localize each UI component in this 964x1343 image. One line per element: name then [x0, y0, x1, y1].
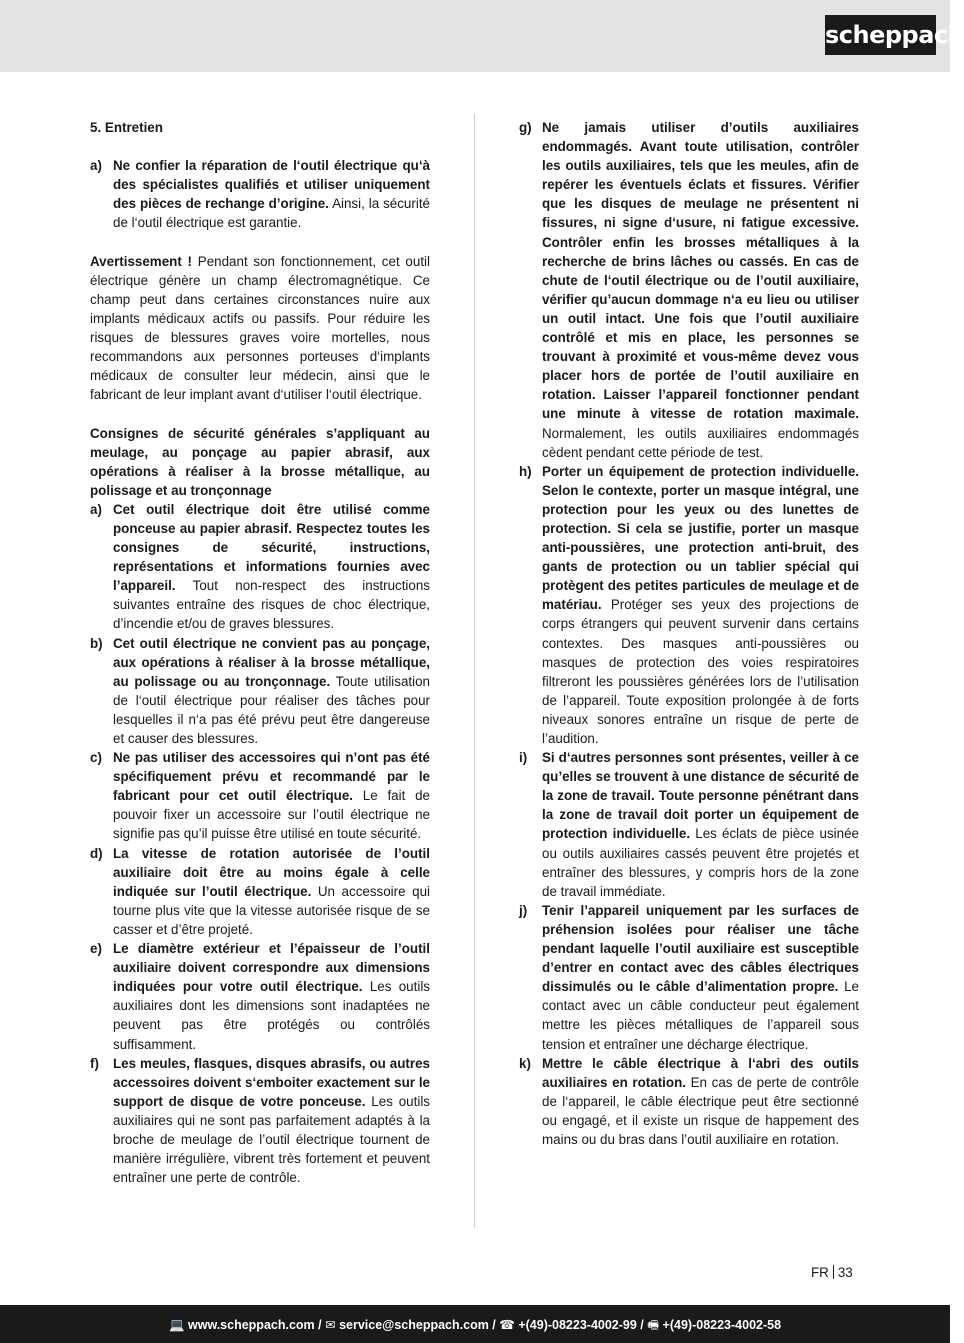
- brand-logo: scheppach: [825, 15, 936, 55]
- item-bold-text: Ne jamais utiliser d’outils auxiliaires endommagés. Avant toute utilisation, contrôler les outils auxiliaires, tels que les meules, afin de repérer les éventuels éclats et fissures. Vérifier que les disques de meulage ne présentent ni fissures, ni signe d‘usure, ni fatigue excessive. Contrôler enfin les brosses métalliques à la recherche de brins lâches ou cassés. En cas de chute de l‘outil électrique ou de l’outil auxiliaire, vérifier qu’aucun dommage n‘a eu lieu ou utiliser un outil intact. Une fois que l’outil auxiliaire contrôlé et mis en place, les personnes se trouvant à proximité et vous-même devez vous placer hors de portée de l’outil auxiliaire en rotation. Laisser l’appareil fonctionner pendant une minute à vitesse de rotation maximale.: [542, 120, 859, 422]
- item-text: Toute utilisation de l‘outil électrique pour réaliser des tâches pour lesquelles il n‘a pas été prévu peut être dangereuse et causer des blessures.: [113, 673, 430, 746]
- item-label: i): [519, 750, 528, 766]
- item-text: Tout non-respect des instructions suivantes entraîne des risques de choc électrique, d’incendie et/ou de graves blessures.: [113, 578, 430, 632]
- list-item: [519, 462, 859, 748]
- footer-email[interactable]: service@scheppach.com /: [339, 1318, 496, 1332]
- item-bold-text: Cet outil électrique ne convient pas au ponçage, aux opérations à réaliser à la brosse métallique, au polissage ou au tronçonnage.: [113, 635, 430, 689]
- page-number: [811, 1265, 853, 1280]
- footer-phone: +(49)-08223-4002-99 /: [518, 1318, 644, 1332]
- item-label: a): [90, 158, 102, 174]
- item-label: k): [519, 1055, 531, 1071]
- warning-text: Pendant son fonctionnement, cet outil électrique génère un champ électromagnétique. Ce champ peut dans certaines circonstances nuire aux implants médicaux actifs ou passifs. Pour réduire les risques de blessures graves voire mortelles, nous recommandons aux personnes porteuses d‘implants médicaux de consulter leur médecin, ainsi que le fabricant de leur implant avant d‘utiliser l‘outil électrique.: [90, 253, 430, 403]
- phone-icon: ☎: [499, 1318, 515, 1332]
- item-text: Ainsi, la sécurité de l‘outil électrique est garantie.: [113, 196, 430, 231]
- item-label: g): [519, 120, 532, 135]
- item-label: e): [90, 941, 102, 957]
- page-header: [0, 0, 964, 72]
- list-item: [90, 1054, 430, 1188]
- item-bold-text: La vitesse de rotation autorisée de l’outil auxiliaire doit être au moins égale à celle indiquée sur l’outil électrique.: [113, 845, 430, 899]
- left-column: [90, 118, 430, 1187]
- right-column: [519, 118, 859, 1149]
- footer-fax: +(49)-08223-4002-58: [662, 1318, 782, 1332]
- item-text: Le contact avec un câble conducteur peut également mettre les pièces métalliques de l’appareil sous tension et entraîner une décharge électrique.: [542, 979, 859, 1052]
- item-bold-text: Porter un équipement de protection individuelle. Selon le contexte, porter un masque intégral, une protection pour les yeux ou des lunettes de protection. Si cela se justifie, porter un masque anti-poussières, une protection anti-bruit, des gants de protection ou un tablier spécial qui protègent des petites particules de meulage et de matériau.: [542, 463, 859, 613]
- list-item: [90, 156, 430, 232]
- item-label: c): [90, 750, 102, 766]
- item-bold-text: Ne confier la réparation de l‘outil électrique qu‘à des spécialistes qualifiés et utiliser uniquement des pièces de rechange d’origine.: [113, 158, 430, 212]
- item-label: a): [90, 501, 102, 517]
- list-item: [519, 118, 859, 462]
- item-text: Protéger ses yeux des projections de corps étrangers qui peuvent survenir dans certains contextes. Des masques anti-poussières ou masques de protection des voies respiratoires filtreront les poussières générées lors de l’utilisation de l’appareil. Toute exposition prolongée à de forts niveaux sonores entraîne un risque de perte de l’audition.: [542, 597, 859, 746]
- column-divider: [474, 114, 475, 1228]
- item-bold-text: Si d‘autres personnes sont présentes, veiller à ce qu’elles se trouvent à une distance de sécurité de la zone de travail. Toute personne pénétrant dans la zone de travail doit porter un équipement de protection individuelle.: [542, 750, 859, 842]
- page-footer: [0, 1305, 950, 1343]
- item-text: Un accessoire qui tourne plus vite que la vitesse autorisée risque de se casser et d’être projeté.: [113, 883, 431, 937]
- list-item: [519, 748, 859, 901]
- page-language: FR: [811, 1265, 829, 1280]
- page-number-separator: [833, 1265, 834, 1279]
- item-text: Les éclats de pièce usinée ou outils auxiliaires cassés peuvent être projetés et entraîner des blessures, y compris hors de la zone de travail immédiate.: [542, 826, 859, 899]
- list-item: [90, 939, 430, 1054]
- item-bold-text: Cet outil électrique doit être utilisé comme ponceuse au papier abrasif. Respectez toutes les consignes de sécurité, instructions, représentations et informations fournies avec l’appareil.: [113, 501, 430, 594]
- item-label: d): [90, 845, 103, 861]
- item-text: Les outils auxiliaires qui ne sont pas parfaitement adaptés à la broche de meulage de l’outil électrique tournent de manière irrégulière, vibrent très fortement et peuvent entraîner une perte de contrôle.: [113, 1093, 430, 1186]
- item-bold-text: Tenir l’appareil uniquement par les surfaces de préhension isolées pour réaliser une tâche pendant laquelle l’outil auxiliaire est susceptible d’entrer en contact avec des câbles électriques dissimulés ou le câble d’alimentation propre.: [542, 902, 859, 995]
- item-bold-text: Les meules, flasques, disques abrasifs, ou autres accessoires doivent s‘emboiter exactement sur le support de disque de votre ponceuse.: [113, 1055, 430, 1109]
- item-text: Les outils auxiliaires dont les dimensions sont inadaptées ne peuvent pas être protégés ou contrôlés suffisamment.: [113, 979, 430, 1052]
- item-text: En cas de perte de contrôle de l‘appareil, le câble électrique peut être sectionné ou engagé, et il existe un risque de happement des mains ou du bras dans l’outil auxiliaire en rotation.: [542, 1074, 859, 1147]
- item-bold-text: Le diamètre extérieur et l’épaisseur de l’outil auxiliaire doivent correspondre aux dimensions indiquées pour votre outil électrique.: [113, 941, 430, 995]
- item-label: b): [90, 635, 103, 651]
- item-label: j): [519, 902, 528, 918]
- item-label: f): [90, 1055, 99, 1071]
- laptop-icon: 💻: [168, 1318, 185, 1332]
- warning-paragraph: [90, 252, 430, 405]
- fax-icon: 🖷: [647, 1318, 660, 1332]
- item-text: Normalement, les outils auxiliaires endommagés cèdent pendant cette période de test.: [542, 425, 859, 460]
- page-number-value: 33: [837, 1265, 853, 1280]
- item-text: Le fait de pouvoir fixer un accessoire sur l’outil électrique ne signifie pas qu’il puisse être utilisé en toute sécurité.: [113, 788, 430, 842]
- envelope-icon: ✉: [325, 1318, 336, 1332]
- list-item: [519, 1054, 859, 1149]
- footer-website[interactable]: www.scheppach.com /: [188, 1318, 322, 1332]
- section-title: 5. Entretien: [90, 120, 163, 135]
- item-label: h): [519, 463, 532, 479]
- item-bold-text: Mettre le câble électrique à l‘abri des outils auxiliaires en rotation.: [542, 1055, 859, 1090]
- list-item: [90, 844, 430, 939]
- list-item: [90, 748, 430, 843]
- footer-contact: [0, 1316, 950, 1337]
- list-item: [519, 901, 859, 1054]
- list-item: [90, 634, 430, 749]
- item-bold-text: Ne pas utiliser des accessoires qui n’ont pas été spécifiquement prévu et recommandé par le fabricant pour cet outil électrique.: [113, 750, 430, 804]
- consignes-heading: Consignes de sécurité générales s’appliquant au meulage, au ponçage au papier abrasif, aux opérations à réaliser à la brosse métallique, au polissage et au tronçonnage: [90, 425, 430, 498]
- list-item: [90, 500, 430, 634]
- warning-label: Avertissement !: [90, 253, 193, 269]
